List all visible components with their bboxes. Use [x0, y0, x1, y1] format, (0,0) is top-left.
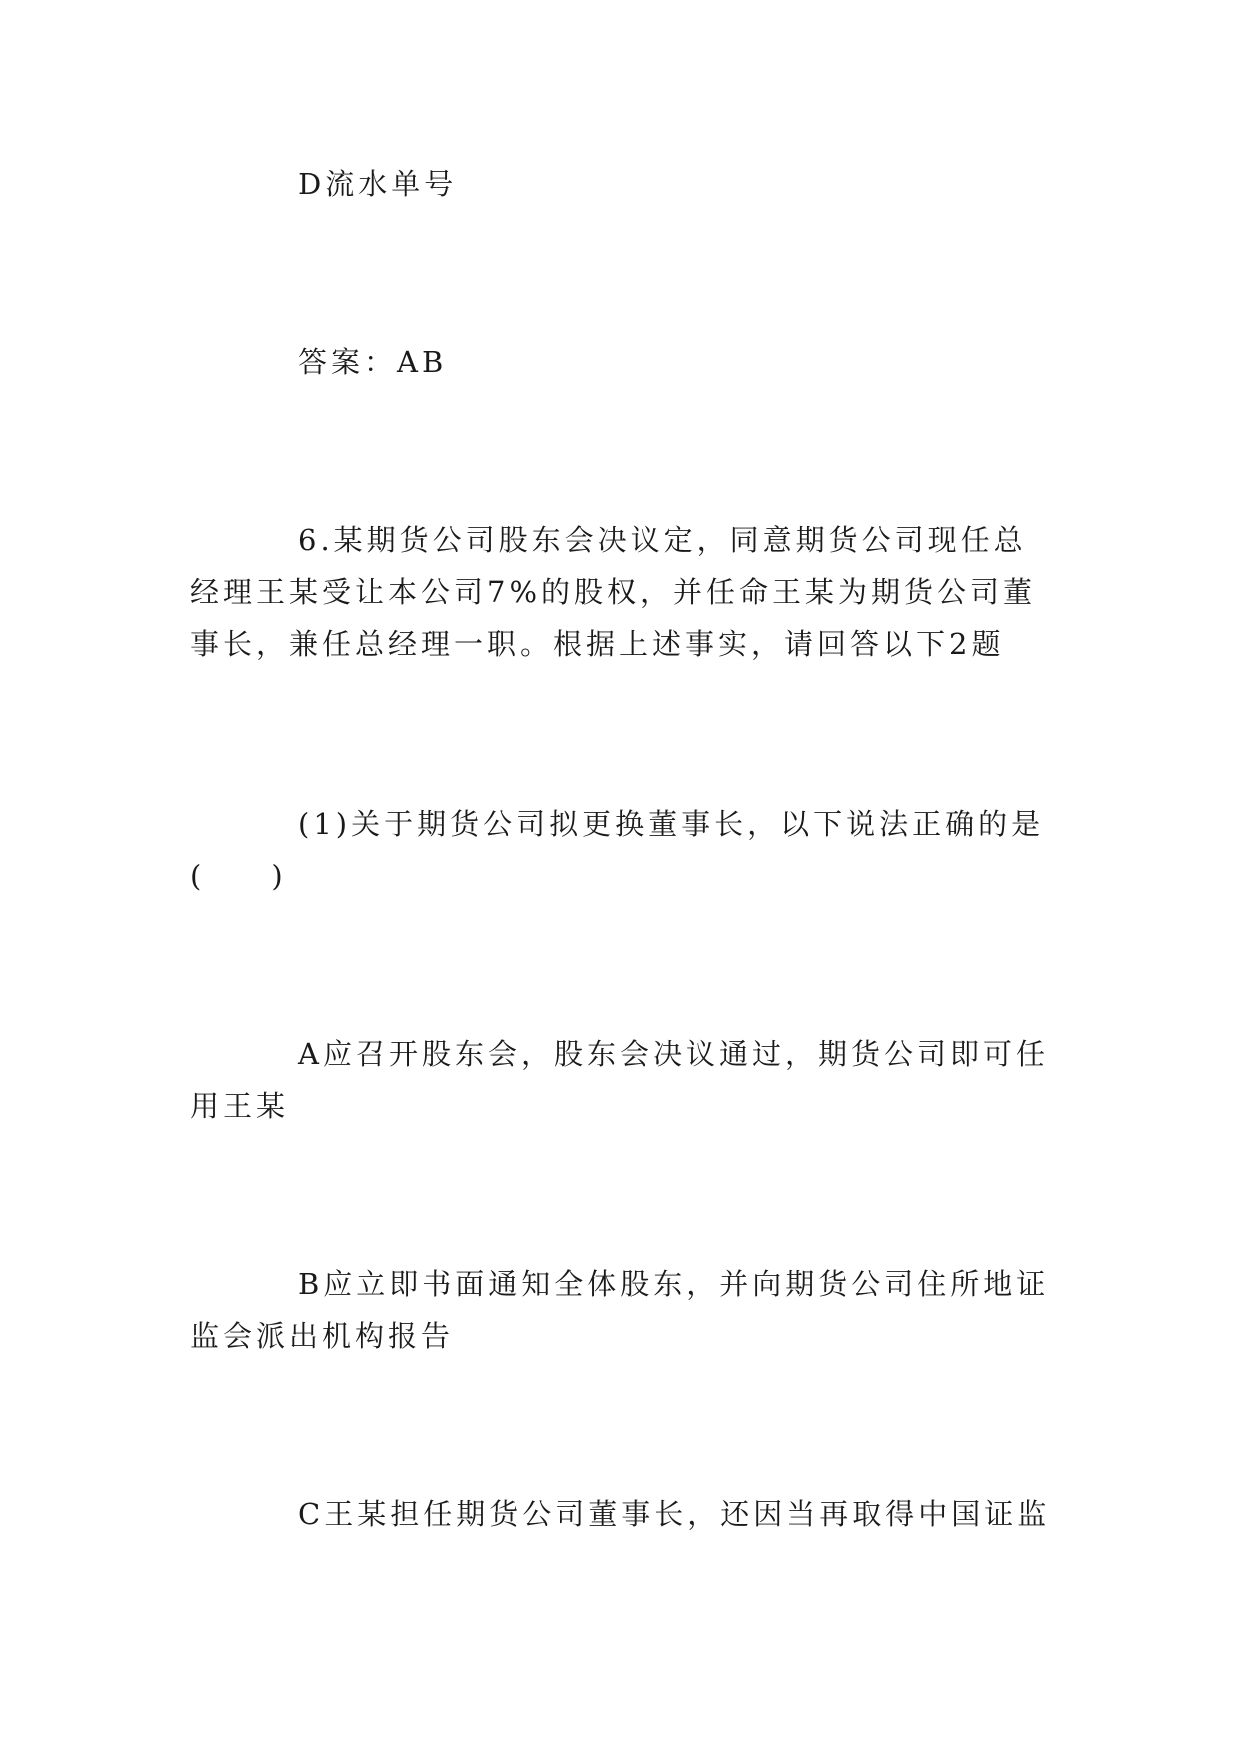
option-d: D流水单号 [298, 167, 458, 201]
question-6-stem: 6.某期货公司股东会决议定，同意期货公司现任总经理王某受让本公司7%的股权，并任命王某为期货公司董事长，兼任总经理一职。根据上述事实，请回答以下2题 [190, 523, 1037, 661]
option-c: C王某担任期货公司董事长，还因当再取得中国证监 [298, 1497, 1051, 1531]
option-b: B应立即书面通知全体股东，并向期货公司住所地证监会派出机构报告 [190, 1267, 1050, 1353]
answer-line: 答案：AB [298, 345, 448, 379]
option-a: A应召开股东会，股东会决议通过，期货公司即可任用王某 [190, 1037, 1049, 1123]
sub-question-1: (1)关于期货公司拟更换董事长，以下说法正确的是( ) [190, 807, 1045, 893]
